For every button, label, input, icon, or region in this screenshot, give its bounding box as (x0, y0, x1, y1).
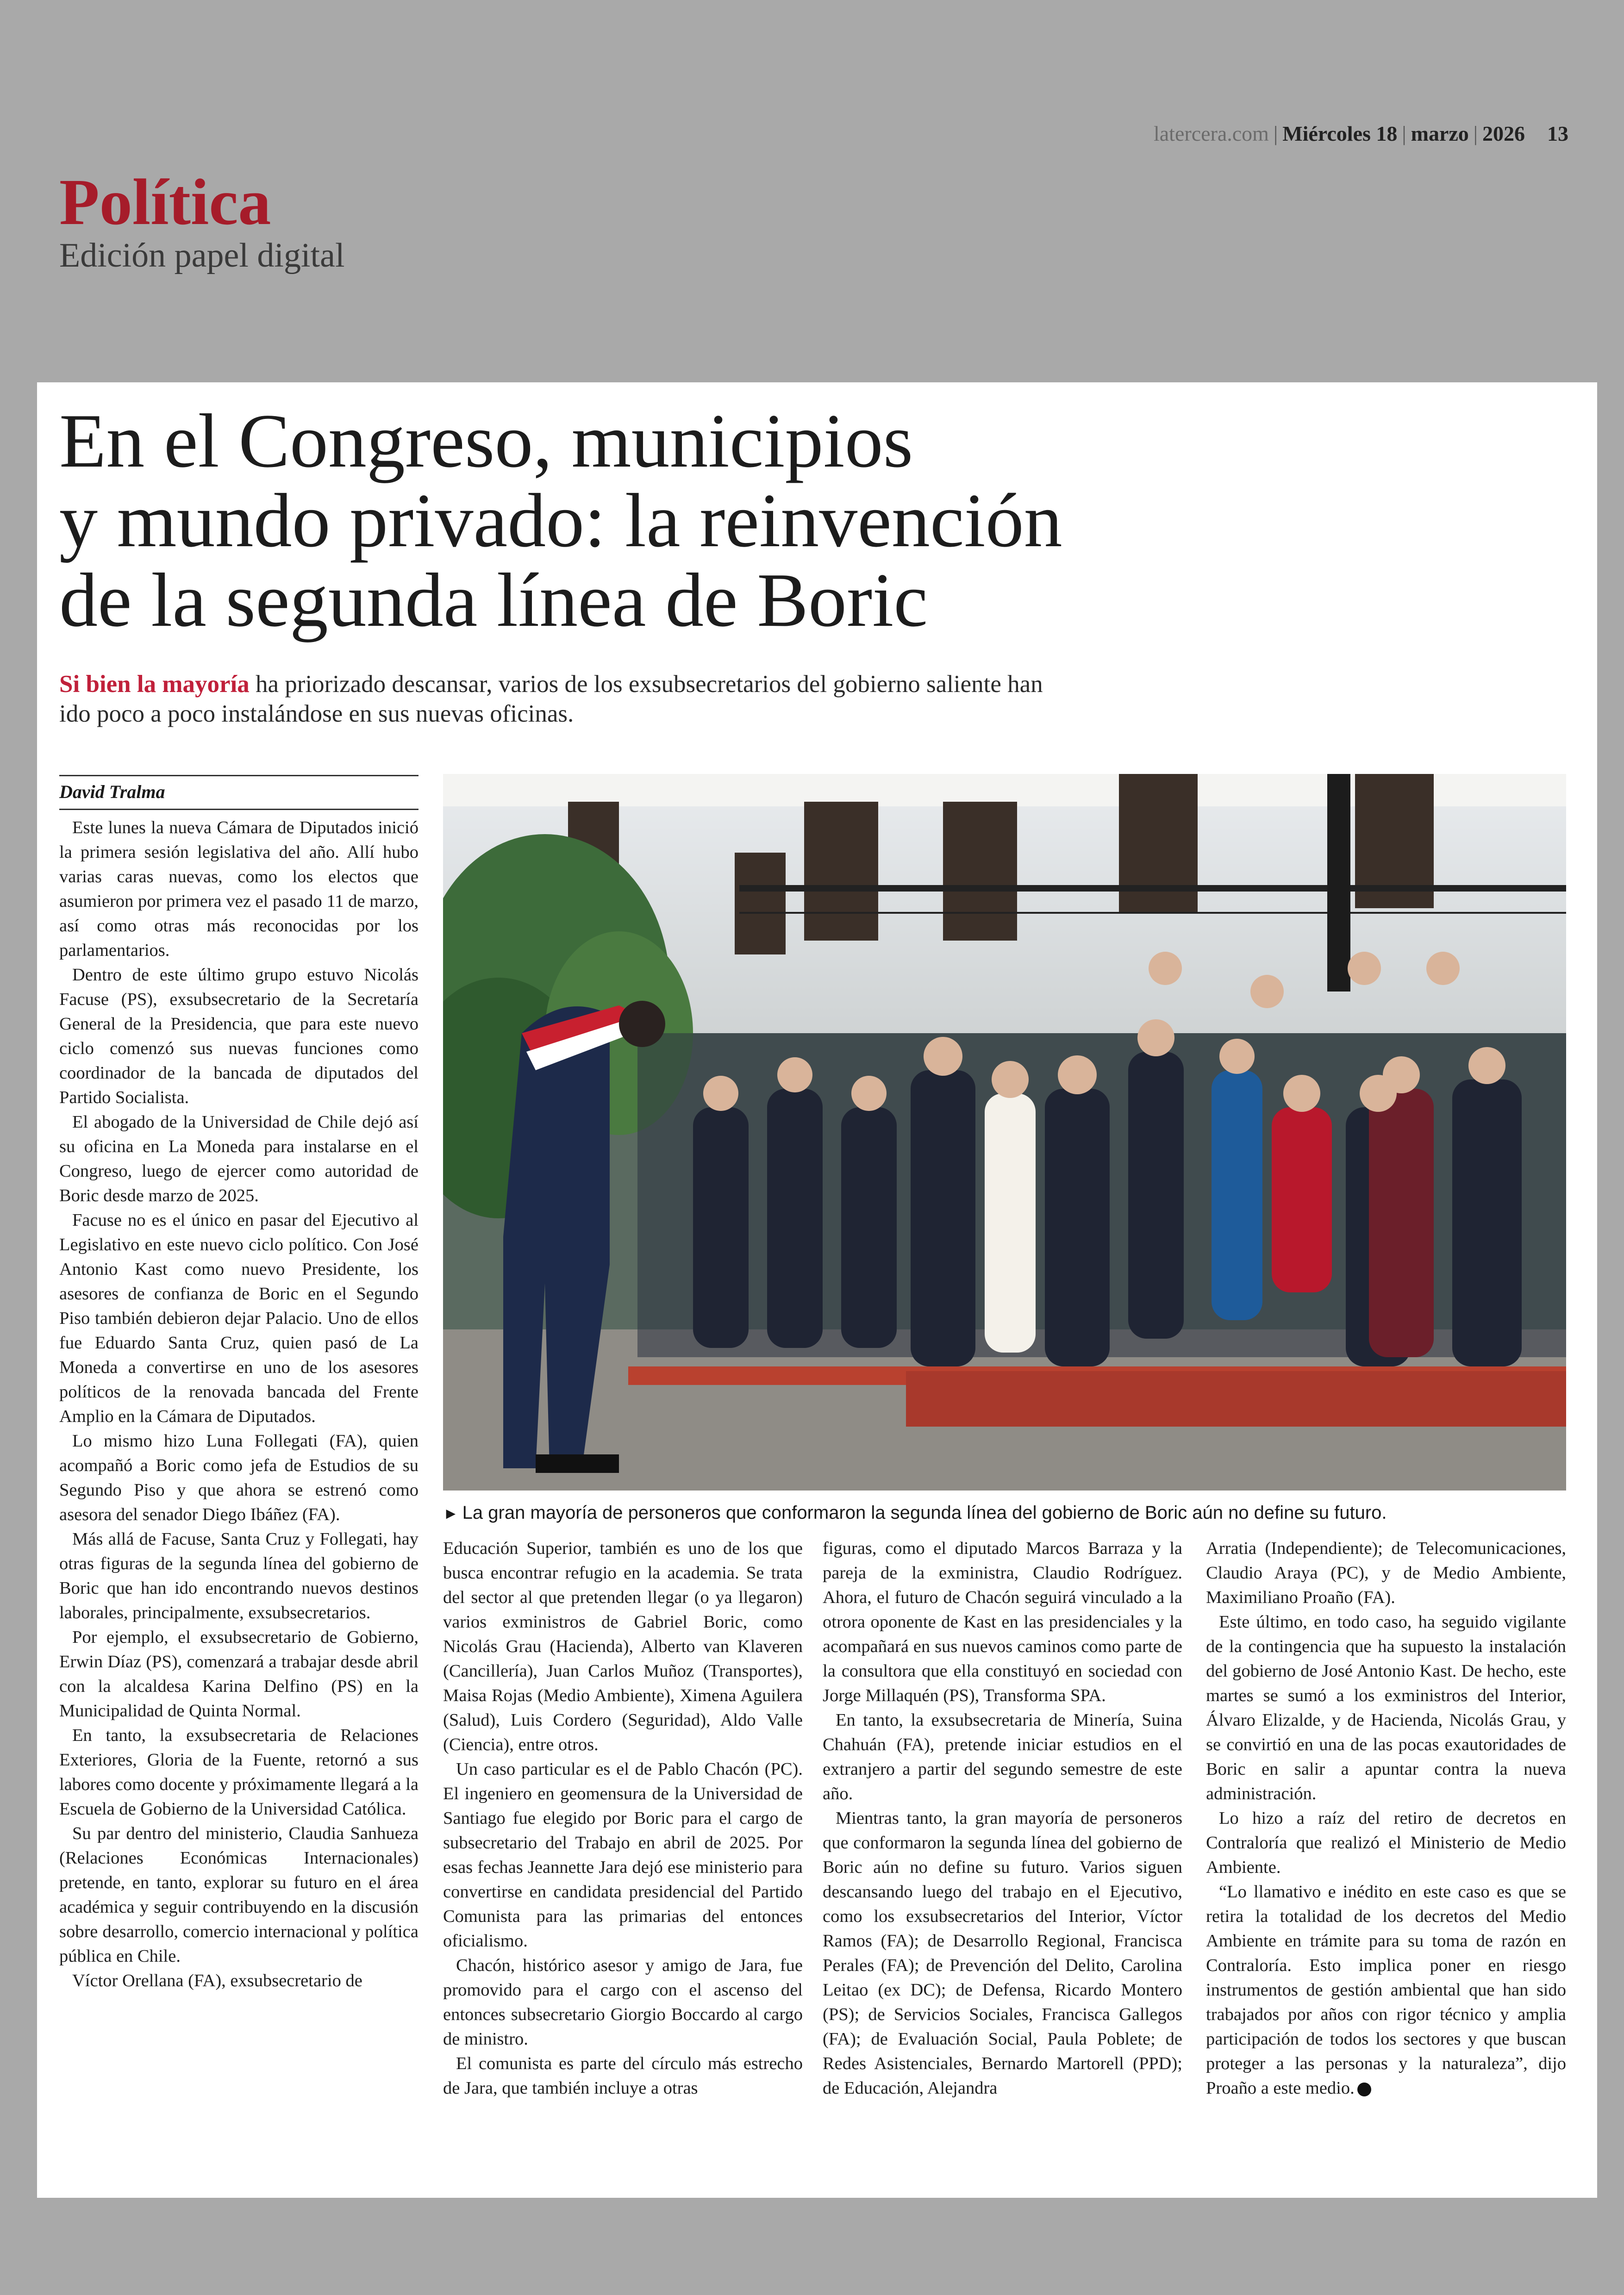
paragraph: Víctor Orellana (FA), exsubsecretario de (72, 1971, 362, 1990)
paragraph: Facuse no es el único en pasar del Ejecutivo al Legislativo en este nuevo ciclo político. Con José Antonio Kast como nuevo Presidente, los asesores de confianza de Boric en el Segundo Piso también debieron dejar Palacio. Uno de ellos fue Eduardo Santa Cruz, quien pasó de La Moneda a convertirse en uno de los asesores políticos de la renovada bancada del Frente Amplio en la Cámara de Diputados. (59, 1210, 418, 1426)
end-mark-icon (1357, 2083, 1371, 2096)
paragraph: Chacón, histórico asesor y amigo de Jara, fue promovido para el cargo con el ascenso del entonces subsecretario Giorgio Boccardo al cargo de ministro. (443, 1956, 803, 2049)
paragraph: Mientras tanto, la gran mayoría de personeros que conformaron la segunda línea del gobierno de Boric aún no define su futuro. Varios siguen descansando luego del trabajo en el Ejecutivo, como los exsubsecretarios del Interior, Víctor Ramos (FA); de Desarrollo Regional, Francisca Perales (FA); de Prevención del Delito, Carolina Leitao (ex DC); de Defensa, Ricardo Montero (PS); de Servicios Sociales, Francisca Gallegos (FA); de Evaluación Social, Paula Poblete; de Redes Asistenciales, Bernardo Martorell (PPD); de Educación, Alejandra (823, 1809, 1182, 2098)
paragraph: Más allá de Facuse, Santa Cruz y Follegati, hay otras figuras de la segunda línea del gobierno de Boric que han ido encontrando nuevos destinos laborales, principalmente, exsubsecretarios. (59, 1529, 418, 1622)
paragraph: Su par dentro del ministerio, Claudia Sanhueza (Relaciones Económicas Internacionales) pretende, en tanto, explorar su futuro en el área académica y seguir contribuyendo en la discusión sobre desarrollo, comercio internacional y política pública en Chile. (59, 1824, 418, 1966)
paragraph: El abogado de la Universidad de Chile dejó así su oficina en La Moneda para instalarse en el Congreso, luego de ejercer como autoridad de Boric desde marzo de 2025. (59, 1112, 418, 1205)
deck-text: ha priorizado descansar, varios de los exsubsecretarios del gobierno saliente han ido poco a poco instalándose en sus nuevas oficinas. (59, 671, 1043, 727)
paragraph: Lo mismo hizo Luna Follegati (FA), quien acompañó a Boric como jefa de Estudios de su Segundo Piso y que ahora se estrenó como asesora del senador Diego Ibáñez (FA). (59, 1431, 418, 1524)
deck (59, 669, 1078, 729)
paragraph: El comunista es parte del círculo más estrecho de Jara, que también incluye a otras (443, 2054, 803, 2098)
deck-lead: Si bien la mayoría (59, 671, 250, 698)
article-page (37, 382, 1597, 2198)
paragraph: En tanto, la exsubsecretaria de Minería, Suina Chahuán (FA), pretende iniciar estudios en el extranjero a partir del segundo semestre de este año. (823, 1710, 1182, 1803)
article-photo (443, 774, 1566, 1491)
caption-text: La gran mayoría de personeros que conformaron la segunda línea del gobierno de Boric aún no define su futuro. (462, 1503, 1387, 1523)
headline-line: de la segunda línea de Boric (59, 557, 928, 642)
page-number: 13 (1547, 122, 1568, 145)
headline-line: y mundo privado: la reinvención (59, 478, 1062, 563)
paragraph: Este lunes la nueva Cámara de Diputados inició la primera sesión legislativa del año. Allí hubo varias caras nuevas, como los electos que asumieron por primera vez el pasado 11 de marzo, así como otras más reconocidas por los parlamentarios. (59, 818, 418, 960)
article-column-1 (59, 816, 418, 1993)
paragraph: Dentro de este último grupo estuvo Nicolás Facuse (PS), exsubsecretario de la Secretaría General de la Presidencia, que para este nuevo ciclo comenzó sus nuevas funciones como coordinador de la bancada de diputados del Partido Socialista. (59, 965, 418, 1107)
byline: David Tralma (59, 775, 418, 810)
caption-arrow-icon: ► (443, 1505, 459, 1522)
paragraph: Por ejemplo, el exsubsecretario de Gobierno, Erwin Díaz (PS), comenzará a trabajar desde abril con la alcaldesa Karina Delfino (PS) en la Municipalidad de Quinta Normal. (59, 1628, 418, 1721)
paragraph: Arratia (Independiente); de Telecomunicaciones, Claudio Araya (PC), y de Medio Ambiente, Maximiliano Proaño (FA). (1206, 1539, 1566, 1607)
section-title: Política (59, 165, 271, 238)
edition-label: Edición papel digital (59, 237, 345, 274)
site-name: latercera.com (1153, 122, 1269, 145)
article-column-2 (443, 1536, 803, 2101)
month: marzo (1411, 122, 1469, 145)
weekday: Miércoles 18 (1282, 122, 1398, 145)
year: 2026 (1482, 122, 1525, 145)
paragraph: Educación Superior, también es uno de los que busca encontrar refugio en la academia. Se trata del sector al que pretenden llegar (o ya llegaron) varios exministros de Gabriel Boric, como Nicolás Grau (Hacienda), Alberto van Klaveren (Cancillería), Juan Carlos Muñoz (Transportes), Maisa Rojas (Medio Ambiente), Ximena Aguilera (Salud), Luis Cordero (Seguridad), Aldo Valle (Ciencia), entre otros. (443, 1539, 803, 1754)
paragraph: figuras, como el diputado Marcos Barraza y la pareja de la exministra, Claudio Rodríguez. Ahora, el futuro de Chacón seguirá vinculado a la otrora oponente de Kast en las presidenciales y la acompañará en sus nuevos caminos como parte de la consultora que ella constituyó en sociedad con Jorge Millaquén (PS), Transforma SPA. (823, 1539, 1182, 1705)
photo-caption (443, 1501, 1566, 1526)
headline (59, 398, 1309, 642)
paragraph: Este último, en todo caso, ha seguido vigilante de la contingencia que ha supuesto la instalación del gobierno de José Antonio Kast. De hecho, este martes se sumó a los exministros del Interior, Álvaro Elizalde, y de Hacienda, Nicolás Grau, y se convirtió en una de las pocas exautoridades de Boric en salir a apuntar contra la nueva administración. (1206, 1612, 1566, 1803)
photo-illustration (443, 774, 1566, 1491)
paragraph: En tanto, la exsubsecretaria de Relaciones Exteriores, Gloria de la Fuente, retornó a sus labores como docente y próximamente llegará a la Escuela de Gobierno de la Universidad Católica. (59, 1726, 418, 1819)
paragraph: Un caso particular es el de Pablo Chacón (PC). El ingeniero en geomensura de la Universidad de Santiago fue elegido por Boric para el cargo de subsecretario del Trabajo en abril de 2025. Por esas fechas Jeannette Jara dejó ese ministerio para convertirse en candidata presidencial del Partido Comunista para las primarias del entonces oficialismo. (443, 1759, 803, 1951)
page-header-meta: latercera.com | Miércoles 18 | marzo | 2026 13 (1153, 122, 1568, 145)
headline-line: En el Congreso, municipios (59, 398, 913, 483)
article-column-3 (823, 1536, 1182, 2101)
paragraph (1206, 1880, 1566, 2101)
closing-quote: “Lo llamativo e inédito en este caso es que se retira la totalidad de los decretos del Medio Ambiente en trámite para su toma de razón en Contraloría. Esto implica poner en riesgo instrumentos de gestión ambiental que han sido trabajados por años con rigor técnico y amplia participación de todos los sectores y que buscan proteger a las personas y la naturaleza”, dijo Proaño a este medio. (1206, 1882, 1566, 2098)
paragraph: Lo hizo a raíz del retiro de decretos en Contraloría que realizó el Ministerio de Medio Ambiente. (1206, 1809, 1566, 1877)
article-column-4 (1206, 1536, 1566, 2101)
